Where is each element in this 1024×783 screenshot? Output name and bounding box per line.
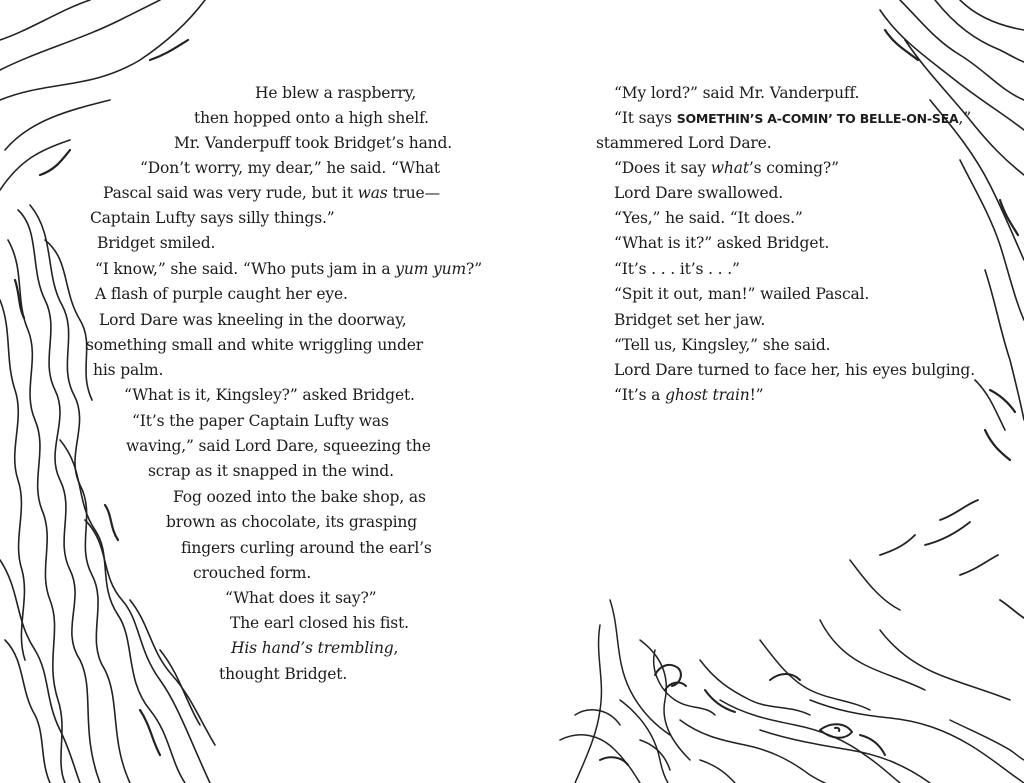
text-segment: Pascal said was very rude, but it [103, 184, 358, 202]
text-segment: “Spit it out, man!” wailed Pascal. [614, 285, 870, 303]
text-segment: true— [387, 184, 440, 202]
text-segment: stammered Lord Dare. [596, 134, 772, 152]
text-segment: scrap as it snapped in the wind. [148, 462, 394, 480]
text-segment: “What is it?” asked Bridget. [614, 234, 830, 252]
text-segment: “Don’t worry, my dear,” he said. “What [140, 159, 440, 177]
text-line [614, 284, 869, 304]
italic-text: was [357, 184, 388, 202]
text-segment: Lord Dare swallowed. [614, 184, 784, 202]
text-segment: Mr. Vanderpuff took Bridget’s hand. [174, 134, 453, 152]
text-segment: “My lord?” said Mr. Vanderpuff. [614, 84, 860, 102]
text-line [614, 158, 839, 178]
text-line [614, 259, 740, 279]
text-segment: The earl closed his fist. [230, 614, 409, 632]
text-line [614, 233, 829, 253]
text-segment: , [393, 639, 399, 657]
text-segment: “It’s . . . it’s . . .” [614, 260, 740, 278]
text-line [614, 108, 971, 129]
text-segment: A flash of purple caught her eye. [95, 285, 348, 303]
text-line [614, 183, 783, 203]
text-segment: waving,” said Lord Dare, squeezing the [126, 437, 431, 455]
text-segment: something small and white wriggling under [86, 336, 424, 354]
italic-text: yum yum [395, 260, 467, 278]
text-segment: Lord Dare was kneeling in the doorway, [99, 311, 407, 329]
text-segment: ?” [466, 260, 482, 278]
text-line [596, 133, 772, 153]
text-line [614, 385, 763, 405]
text-segment: then hopped onto a high shelf. [194, 109, 429, 127]
text-segment: ,” [958, 109, 972, 127]
text-segment: “It says [614, 109, 677, 127]
text-segment: Bridget smiled. [97, 234, 216, 252]
text-segment: crouched form. [193, 564, 312, 582]
text-segment: ’s coming?” [748, 159, 839, 177]
text-segment: thought Bridget. [219, 665, 348, 683]
text-segment: Captain Lufty says silly things.” [90, 209, 335, 227]
text-segment: “What does it say?” [225, 589, 377, 607]
text-line [614, 335, 830, 355]
text-segment: !” [749, 386, 764, 404]
text-segment: He blew a raspberry, [255, 84, 417, 102]
text-segment: Lord Dare turned to face her, his eyes bulging. [614, 361, 975, 379]
text-segment: “I know,” she said. “Who puts jam in a [95, 260, 396, 278]
text-segment: “Tell us, Kingsley,” she said. [614, 336, 831, 354]
text-segment: “Does it say [614, 159, 711, 177]
message-display-text: SOMETHIN’S A-COMIN’ TO BELLE-ON-SEA [676, 111, 959, 126]
text-line [614, 208, 803, 228]
italic-text: what [710, 159, 749, 177]
text-segment: Bridget set her jaw. [614, 311, 766, 329]
text-segment: Fog oozed into the bake shop, as [173, 488, 426, 506]
text-segment: “Yes,” he said. “It does.” [614, 209, 803, 227]
text-line [614, 360, 975, 380]
text-segment: his palm. [93, 361, 164, 379]
text-segment: “What is it, Kingsley?” asked Bridget. [124, 386, 415, 404]
text-segment: “It’s a [614, 386, 666, 404]
text-segment: “It’s the paper Captain Lufty was [132, 412, 389, 430]
italic-text: His hand’s trembling [231, 639, 394, 657]
text-segment: brown as chocolate, its grasping [166, 513, 418, 531]
text-segment: fingers curling around the earl’s [181, 539, 432, 557]
text-line [614, 310, 765, 330]
text-line [614, 83, 859, 103]
italic-text: ghost train [665, 386, 750, 404]
